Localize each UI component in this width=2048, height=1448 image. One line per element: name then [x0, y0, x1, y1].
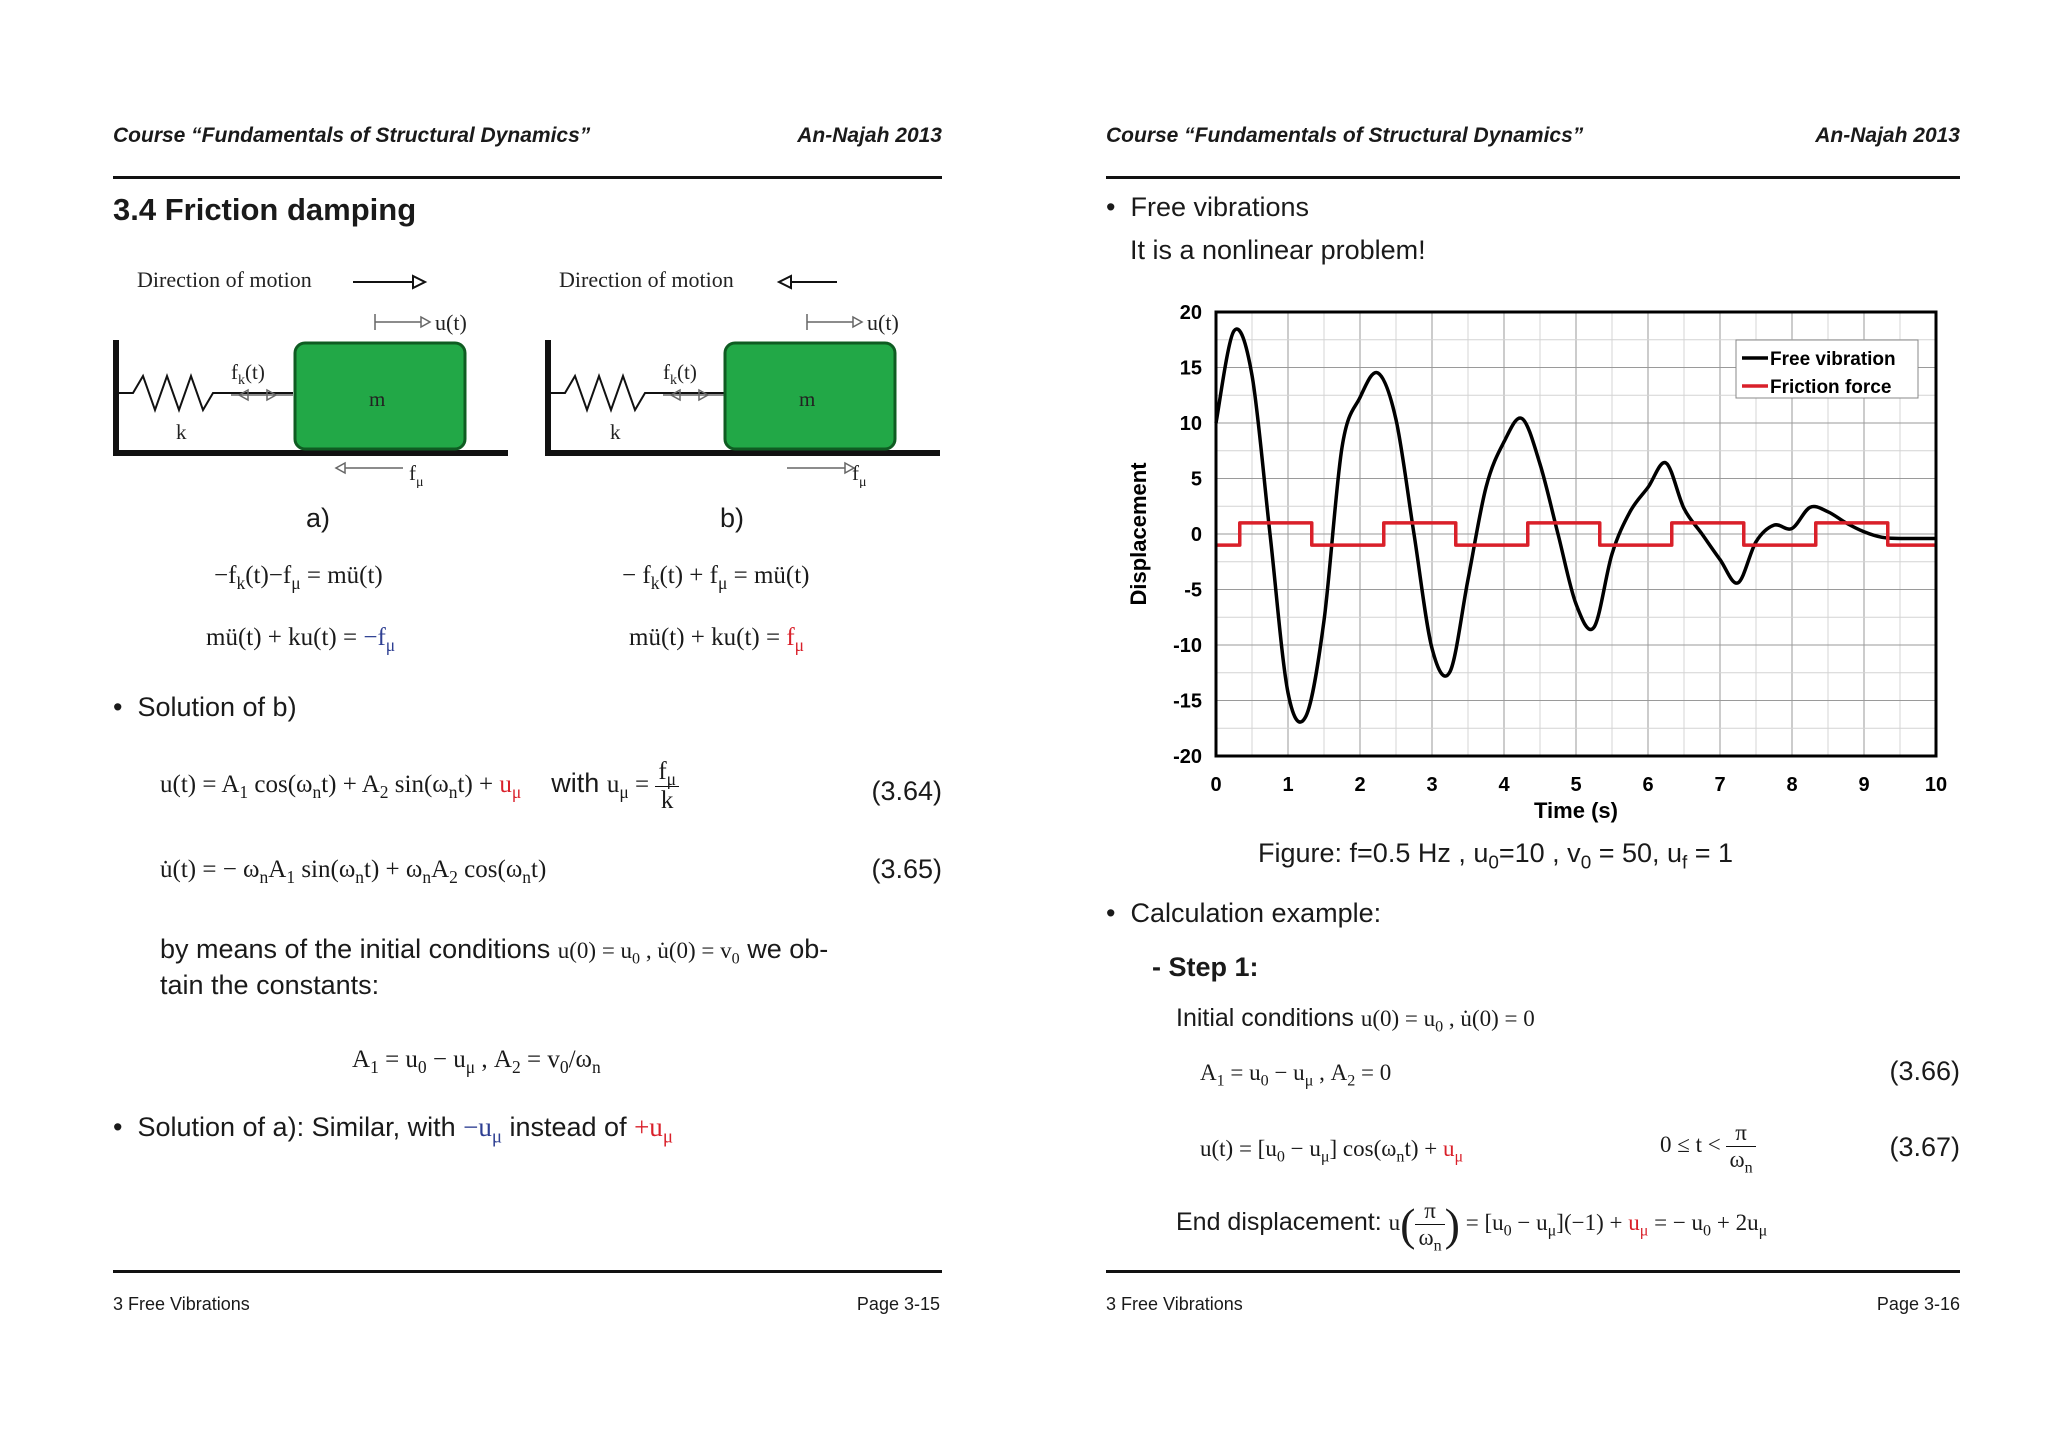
x-tick-label: 8: [1786, 774, 1798, 796]
fmu-label-b: $f_\mu$: [852, 461, 867, 488]
y-tick-label: 20: [1179, 302, 1202, 324]
eq-3-65: u̇(t) = − $\omega_nA_1$ $\sin(\omega_nt) + \omega_nA_2$ $\cos(\omega_nt)$: [160, 856, 547, 888]
end-displacement: End displacement: u( $\frac{\pi}{\omega_n}$ ) = $[u_0 - u_\mu](-1) + u_\mu$ = − $u_0 + 2u_\mu$: [1176, 1198, 1768, 1255]
m-label-b: m: [799, 387, 816, 411]
initial-conditions: Initial conditions $u(0) = u_0$ , u̇(0) = 0: [1176, 1004, 1535, 1036]
footer-chapter: 3 Free Vibrations: [1106, 1294, 1243, 1314]
diagram-a: [113, 258, 513, 488]
footer-rule: [1106, 1270, 1960, 1273]
fk-label-a: $f_k(t)$: [231, 360, 265, 388]
header-rule: [113, 176, 942, 179]
para-initial-line1: by means of the initial conditions $u(0) = u_0$ , u̇(0) = $v_0$ we ob-: [160, 934, 829, 968]
eq-3-67: $u(t) = [u_0 - u_\mu] \cos(\omega_nt) + u_\mu$: [1200, 1136, 1464, 1166]
u-label-b: u(t): [867, 310, 899, 335]
bullet-solution-a: • Solution of a): Similar, with $-u_\mu$ instead of $+u_\mu$: [113, 1112, 673, 1148]
eq-number-3-67: (3.67): [1889, 1132, 1960, 1162]
header-course: Course “Fundamentals of Structural Dynamics”: [1106, 124, 1584, 147]
x-tick-label: 10: [1924, 774, 1948, 796]
section-title: 3.4 Friction damping: [113, 192, 417, 227]
y-tick-label: -15: [1173, 690, 1202, 713]
eq-number-3-66: (3.66): [1889, 1056, 1960, 1086]
eq-3-64: $u(t) = A_1$ $\cos(\omega_nt) + A_2$ $\sin(\omega_nt) + u_\mu$ with $u_\mu$ = $\frac{f_\mu}{k}$: [160, 758, 679, 815]
x-tick-label: 3: [1426, 774, 1438, 796]
eq-3-66: $A_1 = u_0 - u_\mu$ , $A_2 = 0$: [1200, 1060, 1392, 1090]
fmu-label-a: $f_\mu$: [409, 461, 424, 488]
m-label-a: m: [369, 387, 386, 411]
eq-a2: mü(t) + $ku(t) = -f_\mu$: [206, 624, 396, 656]
footer-page: Page 3-16: [1876, 1294, 1960, 1314]
y-tick-label: -20: [1173, 746, 1202, 768]
eq-b2: mü(t) + $ku(t) = f_\mu$: [629, 624, 805, 656]
figure-caption: Figure: f=0.5 Hz , $u_0=10$ , $v_0 = 50$, $u_f = 1$: [1258, 838, 1734, 874]
y-tick-label: -10: [1173, 635, 1202, 657]
fk-label-b: $f_k(t)$: [663, 360, 697, 388]
bullet-free-vibrations: • Free vibrations: [1106, 192, 1310, 222]
x-tick-label: 2: [1354, 774, 1366, 796]
nonlinear-note: It is a nonlinear problem!: [1130, 235, 1426, 265]
chart-legend: [1736, 340, 1918, 398]
direction-label-a: Direction of motion: [137, 267, 312, 292]
header-course: Course “Fundamentals of Structural Dynamics”: [113, 124, 591, 147]
legend-label: Free vibration: [1770, 349, 1896, 370]
bullet-solution-b: • Solution of b): [113, 692, 297, 722]
eq-b1: − $f_k(t) + f_\mu$ = mü(t): [622, 562, 810, 594]
footer-chapter: 3 Free Vibrations: [113, 1294, 250, 1314]
caption-b: b): [720, 503, 745, 533]
x-tick-label: 0: [1210, 774, 1222, 796]
footer-page: Page 3-15: [856, 1294, 940, 1314]
x-tick-label: 4: [1498, 774, 1510, 796]
y-tick-label: 15: [1179, 357, 1202, 380]
step-1-heading: - Step 1:: [1152, 952, 1259, 982]
header-rule: [1106, 176, 1960, 179]
diagram-b: [545, 258, 945, 488]
page-3-16: [1024, 0, 2048, 1448]
y-tick-label: 10: [1179, 413, 1202, 435]
x-tick-label: 1: [1282, 774, 1294, 796]
u-label-a: u(t): [435, 310, 467, 335]
bullet-calculation-example: • Calculation example:: [1106, 898, 1382, 928]
eq-number-3-65: (3.65): [871, 854, 942, 884]
footer-rule: [113, 1270, 942, 1273]
eq-3-67-condition: 0 ≤ t < $\frac{\pi}{\omega_n}$: [1660, 1120, 1756, 1173]
y-tick-label: 5: [1190, 468, 1202, 491]
header-year: An-Najah 2013: [1815, 124, 1960, 147]
x-axis-label: Time (s): [1534, 798, 1618, 823]
direction-label-b: Direction of motion: [559, 267, 734, 292]
x-tick-label: 9: [1858, 774, 1870, 796]
eq-number-3-64: (3.64): [871, 776, 942, 806]
y-axis-label: Displacement: [1126, 462, 1151, 606]
eq-constants: $A_1 = u_0 - u_\mu$ , $A_2 = v_0/\omega_n$: [352, 1046, 601, 1078]
x-tick-label: 6: [1642, 774, 1654, 796]
header-year: An-Najah 2013: [797, 124, 942, 147]
y-tick-label: 0: [1190, 524, 1202, 546]
free-vibration-chart: [1114, 296, 1974, 826]
eq-a1: $-f_k(t)-f_\mu$ = mü(t): [214, 562, 383, 594]
y-tick-label: -5: [1184, 579, 1202, 602]
caption-a: a): [306, 503, 331, 533]
k-label-b: k: [610, 420, 621, 444]
para-initial-line2: tain the constants:: [160, 970, 380, 1000]
legend-label: Friction force: [1770, 377, 1892, 398]
k-label-a: k: [176, 420, 187, 444]
x-tick-label: 5: [1570, 774, 1582, 796]
x-tick-label: 7: [1714, 774, 1726, 796]
